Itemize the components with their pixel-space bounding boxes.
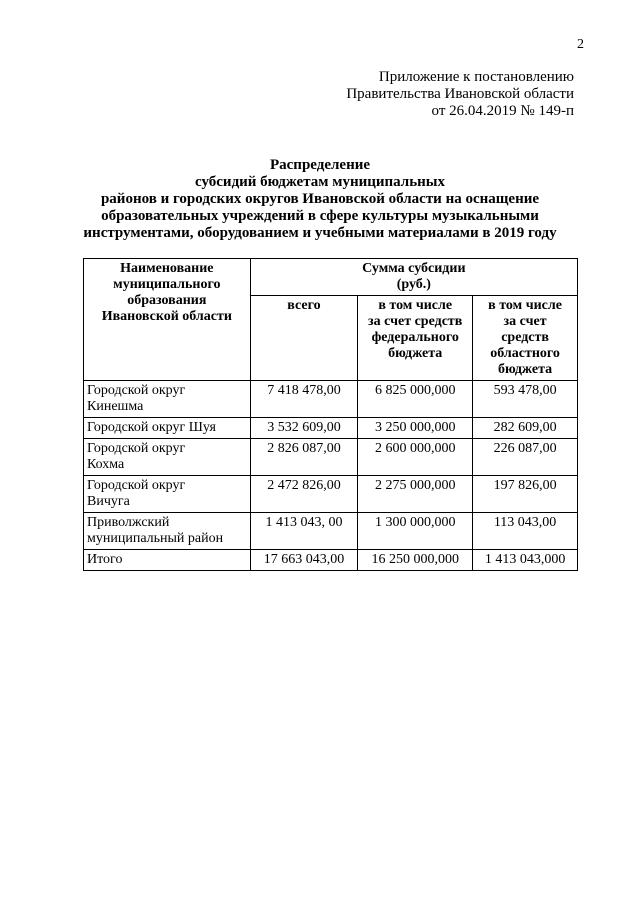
- table-total-row: [84, 550, 578, 571]
- regional-value: 197 826,00: [473, 476, 578, 513]
- total-label: Итого: [84, 550, 251, 571]
- federal-value: 2 600 000,000: [358, 439, 473, 476]
- total-value: 7 418 478,00: [250, 381, 358, 418]
- page-number: 2: [577, 37, 584, 52]
- table-row: [84, 439, 578, 476]
- title-line: Распределение: [269, 157, 371, 173]
- header-municipality: Наименование муниципального образования Ивановской области: [84, 259, 251, 381]
- regional-value: 226 087,00: [473, 439, 578, 476]
- title-line: районов и городских округов Ивановской области на оснащение: [100, 191, 540, 207]
- subsidy-table: [83, 258, 578, 571]
- appendix-line: Правительства Ивановской области: [346, 86, 574, 102]
- appendix-note: [254, 69, 574, 120]
- municipality-name: Приволжский муниципальный район: [84, 513, 251, 550]
- table-header-row: [84, 259, 578, 296]
- regional-value: 593 478,00: [473, 381, 578, 418]
- federal-value: 6 825 000,000: [358, 381, 473, 418]
- table-row: [84, 513, 578, 550]
- header-regional: в том числе за счет средств областного бюджета: [473, 296, 578, 381]
- table-row: [84, 418, 578, 439]
- table-row: [84, 476, 578, 513]
- appendix-line: Приложение к постановлению: [378, 69, 574, 85]
- title-line: субсидий бюджетам муниципальных: [195, 174, 445, 190]
- federal-value: 16 250 000,000: [358, 550, 473, 571]
- federal-value: 3 250 000,000: [358, 418, 473, 439]
- regional-value: 282 609,00: [473, 418, 578, 439]
- municipality-name: Городской округ Вичуга: [84, 476, 251, 513]
- federal-value: 2 275 000,000: [358, 476, 473, 513]
- title-line: образовательных учреждений в сфере культуры музыкальными: [101, 208, 539, 224]
- total-value: 2 826 087,00: [250, 439, 358, 476]
- header-federal: в том числе за счет средств федерального бюджета: [358, 296, 473, 381]
- title-line: инструментами, оборудованием и учебными материалами в 2019 году: [83, 225, 557, 241]
- header-total: всего: [250, 296, 358, 381]
- municipality-name: Городской округ Кинешма: [84, 381, 251, 418]
- regional-value: 1 413 043,000: [473, 550, 578, 571]
- table-row: [84, 381, 578, 418]
- municipality-name: Городской округ Шуя: [84, 418, 251, 439]
- header-subsidy-sum: Сумма субсидии (руб.): [250, 259, 577, 296]
- total-value: 1 413 043, 00: [250, 513, 358, 550]
- total-value: 2 472 826,00: [250, 476, 358, 513]
- total-value: 3 532 609,00: [250, 418, 358, 439]
- municipality-name: Городской округ Кохма: [84, 439, 251, 476]
- document-title: [70, 157, 570, 242]
- regional-value: 113 043,00: [473, 513, 578, 550]
- total-value: 17 663 043,00: [250, 550, 358, 571]
- appendix-line: от 26.04.2019 № 149-п: [431, 103, 574, 119]
- federal-value: 1 300 000,000: [358, 513, 473, 550]
